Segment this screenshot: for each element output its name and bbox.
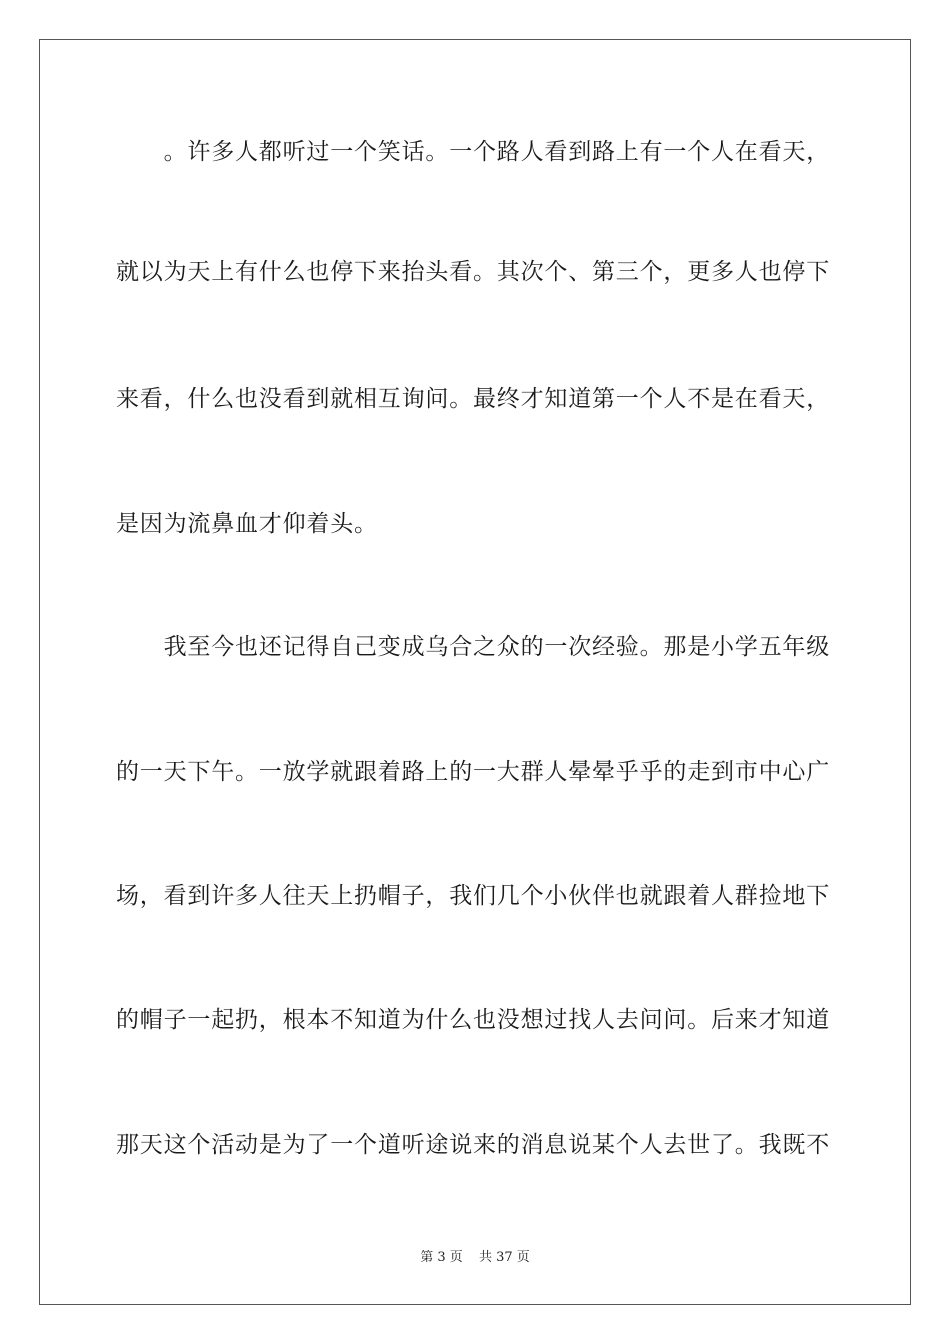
page-number: 第 3 页 [420, 1250, 463, 1265]
body-text-line-6: 的一天下午。一放学就跟着路上的一大群人晕晕乎乎的走到市中心广 [116, 759, 830, 785]
body-text-line-9: 那天这个活动是为了一个道听途说来的消息说某个人去世了。我既不 [116, 1132, 830, 1158]
page-border [39, 39, 911, 1305]
body-text-line-5: 我至今也还记得自己变成乌合之众的一次经验。那是小学五年级 [116, 634, 830, 660]
body-text-line-4: 是因为流鼻血才仰着头。 [116, 511, 378, 537]
page-footer [0, 1246, 950, 1265]
body-text-line-1: 。许多人都听过一个笑话。一个路人看到路上有一个人在看天， [116, 139, 830, 165]
body-text-line-3: 来看，什么也没看到就相互询问。最终才知道第一个人不是在看天， [116, 386, 830, 412]
total-pages: 共 37 页 [478, 1250, 530, 1265]
body-text-line-2: 就以为天上有什么也停下来抬头看。其次个、第三个，更多人也停下 [116, 259, 830, 285]
body-text-line-7: 场，看到许多人往天上扔帽子，我们几个小伙伴也就跟着人群捡地下 [116, 883, 830, 909]
body-text-line-8: 的帽子一起扔，根本不知道为什么也没想过找人去问问。后来才知道 [116, 1007, 830, 1033]
